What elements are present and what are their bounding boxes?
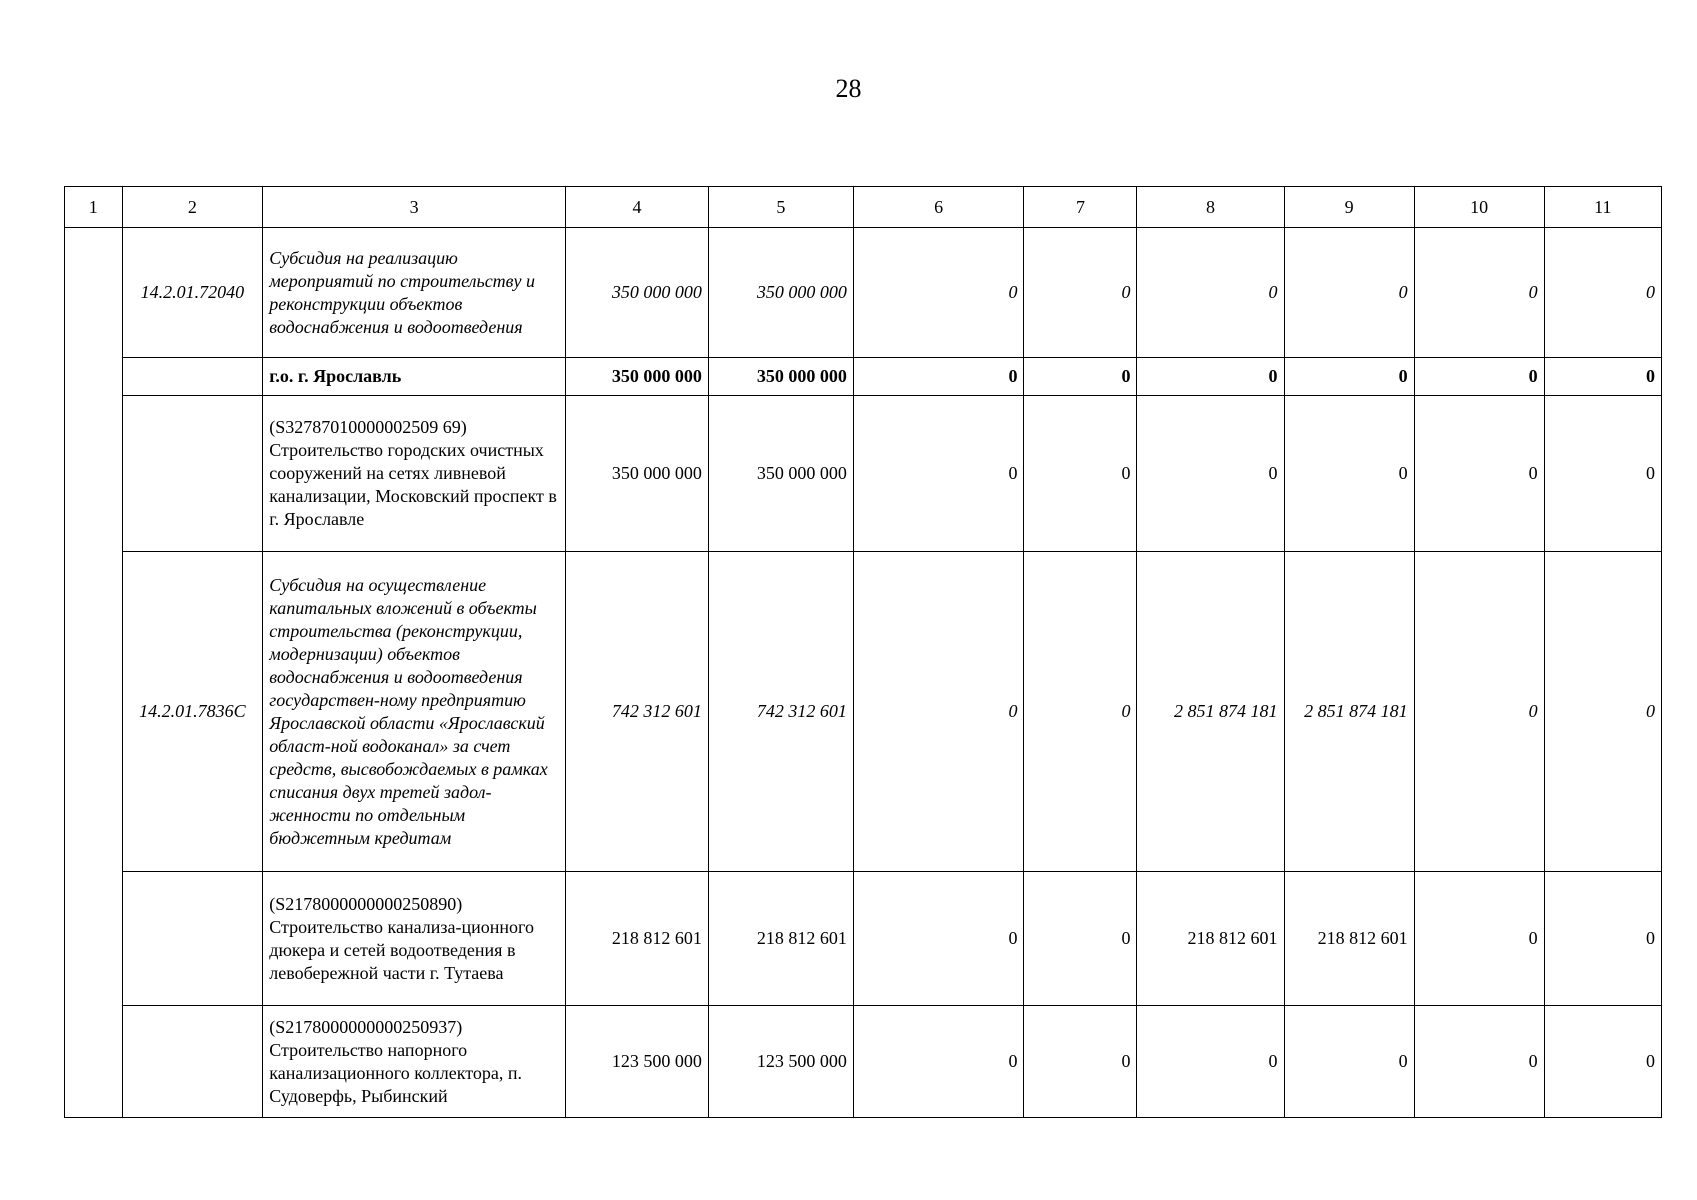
value-cell: 0 [1544, 872, 1661, 1006]
column-1-cell [65, 228, 123, 1118]
value-cell: 0 [1544, 228, 1661, 358]
column-header: 1 [65, 187, 123, 228]
value-cell: 0 [1024, 396, 1137, 552]
value-cell: 218 812 601 [566, 872, 709, 1006]
value-cell: 350 000 000 [708, 228, 853, 358]
description-cell: (S2178000000000250890) Строительство канализа-ционного дюкера и сетей водоотведения в левобережной части г. Тутаева [263, 872, 566, 1006]
value-cell: 0 [1284, 1006, 1414, 1118]
value-cell: 0 [1024, 228, 1137, 358]
table-row [65, 396, 1662, 552]
description-cell: г.о. г. Ярославль [263, 358, 566, 396]
column-header: 5 [708, 187, 853, 228]
code-cell: 14.2.01.72040 [122, 228, 263, 358]
value-cell: 0 [1414, 872, 1544, 1006]
value-cell: 742 312 601 [708, 552, 853, 872]
value-cell: 0 [1544, 396, 1661, 552]
value-cell: 0 [1137, 396, 1284, 552]
budget-table [64, 186, 1662, 1118]
value-cell: 0 [853, 552, 1024, 872]
value-cell: 350 000 000 [708, 396, 853, 552]
description-cell: (S2178000000000250937) Строительство напорного канализационного коллектора, п. Судоверфь, Рыбинский [263, 1006, 566, 1118]
value-cell: 0 [853, 872, 1024, 1006]
value-cell: 350 000 000 [708, 358, 853, 396]
page-number: 28 [835, 74, 862, 103]
value-cell: 0 [853, 358, 1024, 396]
value-cell: 0 [1544, 552, 1661, 872]
value-cell: 0 [1414, 228, 1544, 358]
value-cell: 0 [1414, 1006, 1544, 1118]
value-cell: 350 000 000 [566, 396, 709, 552]
value-cell: 0 [1414, 396, 1544, 552]
column-header: 11 [1544, 187, 1661, 228]
column-header: 6 [853, 187, 1024, 228]
value-cell: 0 [1024, 1006, 1137, 1118]
column-header: 3 [263, 187, 566, 228]
value-cell: 0 [1137, 228, 1284, 358]
code-cell [122, 872, 263, 1006]
column-header: 7 [1024, 187, 1137, 228]
value-cell: 0 [1284, 228, 1414, 358]
column-header: 2 [122, 187, 263, 228]
value-cell: 0 [1137, 1006, 1284, 1118]
value-cell: 350 000 000 [566, 358, 709, 396]
description-cell: (S32787010000002509 69) Строительство городских очистных сооружений на сетях ливневой канализации, Московский проспект в г. Ярославле [263, 396, 566, 552]
description-cell: Субсидия на реализацию мероприятий по строительству и реконструкции объектов водоснабжения и водоотведения [263, 228, 566, 358]
value-cell: 0 [1414, 552, 1544, 872]
column-header: 10 [1414, 187, 1544, 228]
value-cell: 0 [1024, 552, 1137, 872]
value-cell: 218 812 601 [1137, 872, 1284, 1006]
value-cell: 218 812 601 [1284, 872, 1414, 1006]
value-cell: 0 [1284, 358, 1414, 396]
code-cell [122, 1006, 263, 1118]
value-cell: 0 [853, 396, 1024, 552]
value-cell: 123 500 000 [708, 1006, 853, 1118]
column-header: 4 [566, 187, 709, 228]
value-cell: 0 [1024, 872, 1137, 1006]
value-cell: 218 812 601 [708, 872, 853, 1006]
value-cell: 123 500 000 [566, 1006, 709, 1118]
value-cell: 0 [1137, 358, 1284, 396]
value-cell: 742 312 601 [566, 552, 709, 872]
table-row [65, 358, 1662, 396]
code-cell [122, 396, 263, 552]
value-cell: 0 [1284, 396, 1414, 552]
table-row [65, 552, 1662, 872]
value-cell: 0 [853, 228, 1024, 358]
value-cell: 0 [853, 1006, 1024, 1118]
table-row [65, 228, 1662, 358]
code-cell: 14.2.01.7836С [122, 552, 263, 872]
column-header: 9 [1284, 187, 1414, 228]
table-row [65, 1006, 1662, 1118]
column-header: 8 [1137, 187, 1284, 228]
value-cell: 0 [1414, 358, 1544, 396]
value-cell: 2 851 874 181 [1137, 552, 1284, 872]
code-cell [122, 358, 263, 396]
value-cell: 0 [1544, 1006, 1661, 1118]
header-row [65, 187, 1662, 228]
value-cell: 350 000 000 [566, 228, 709, 358]
description-cell: Субсидия на осуществление капитальных вложений в объекты строительства (реконструкции, модернизации) объектов водоснабжения и водоотведения государствен-ному предприятию Ярославской области «Ярославский област-ной водоканал» за счет средств, высвобождаемых в рамках списания двух третей задол-женности по отдельным бюджетным кредитам [263, 552, 566, 872]
table-row [65, 872, 1662, 1006]
value-cell: 0 [1544, 358, 1661, 396]
value-cell: 2 851 874 181 [1284, 552, 1414, 872]
value-cell: 0 [1024, 358, 1137, 396]
